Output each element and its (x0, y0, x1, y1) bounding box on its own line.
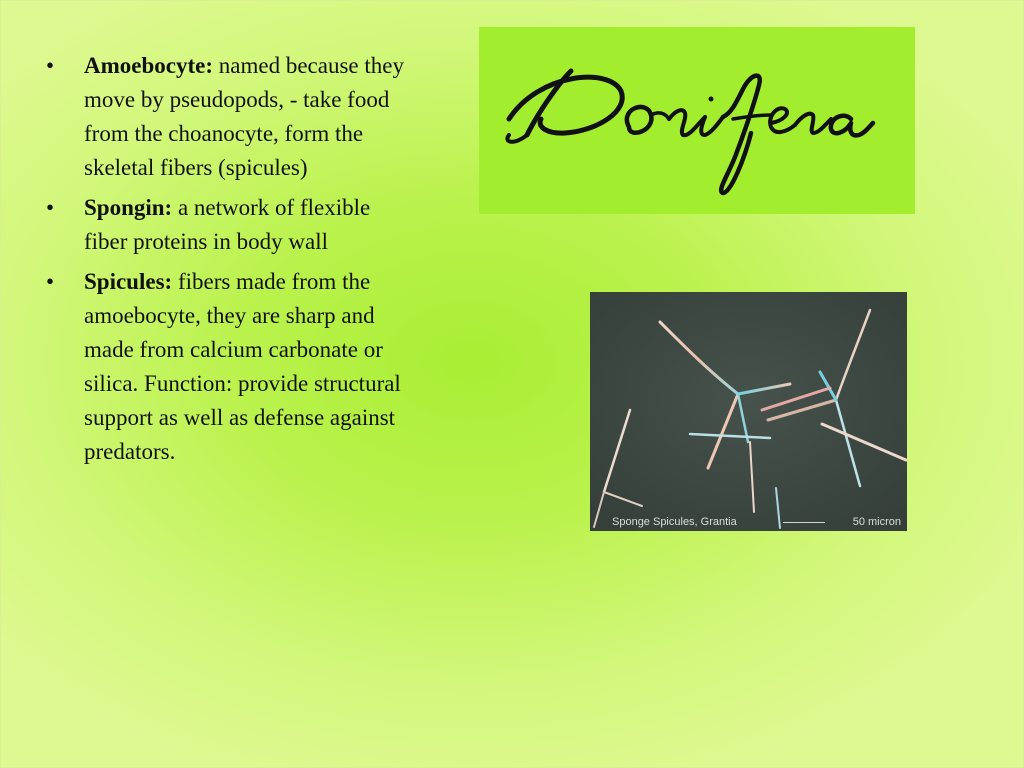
porifera-title-image (479, 27, 915, 214)
scale-bar (783, 522, 825, 523)
bullet-item-amoebocyte (45, 49, 415, 185)
bullet-dot: • (46, 195, 55, 220)
bullet-term: Spicules: (84, 269, 173, 294)
bullet-dot: • (46, 269, 55, 294)
bullet-item-spongin (45, 191, 415, 259)
bullet-text: a network of flexible fiber proteins in body wall (84, 195, 371, 254)
spicules-illustration (590, 292, 907, 531)
bullet-list (45, 49, 415, 475)
micrograph-caption: Sponge Spicules, Grantia (612, 516, 737, 528)
porifera-script-logo (479, 27, 915, 214)
bullet-item-spicules (45, 265, 415, 469)
bullet-text: named because they move by pseudopods, - take food from the choanocyte, form the skeletal fibers (spicules) (84, 53, 404, 180)
bullet-term: Amoebocyte: (84, 53, 214, 78)
bullet-dot: • (46, 53, 55, 78)
sponge-spicules-micrograph (590, 292, 907, 531)
scale-label: 50 micron (852, 516, 901, 528)
bullet-text: fibers made from the amoebocyte, they are sharp and made from calcium carbonate or silica. Function: provide structural support as well as defense against predators. (84, 269, 401, 464)
bullet-term: Spongin: (84, 195, 173, 220)
